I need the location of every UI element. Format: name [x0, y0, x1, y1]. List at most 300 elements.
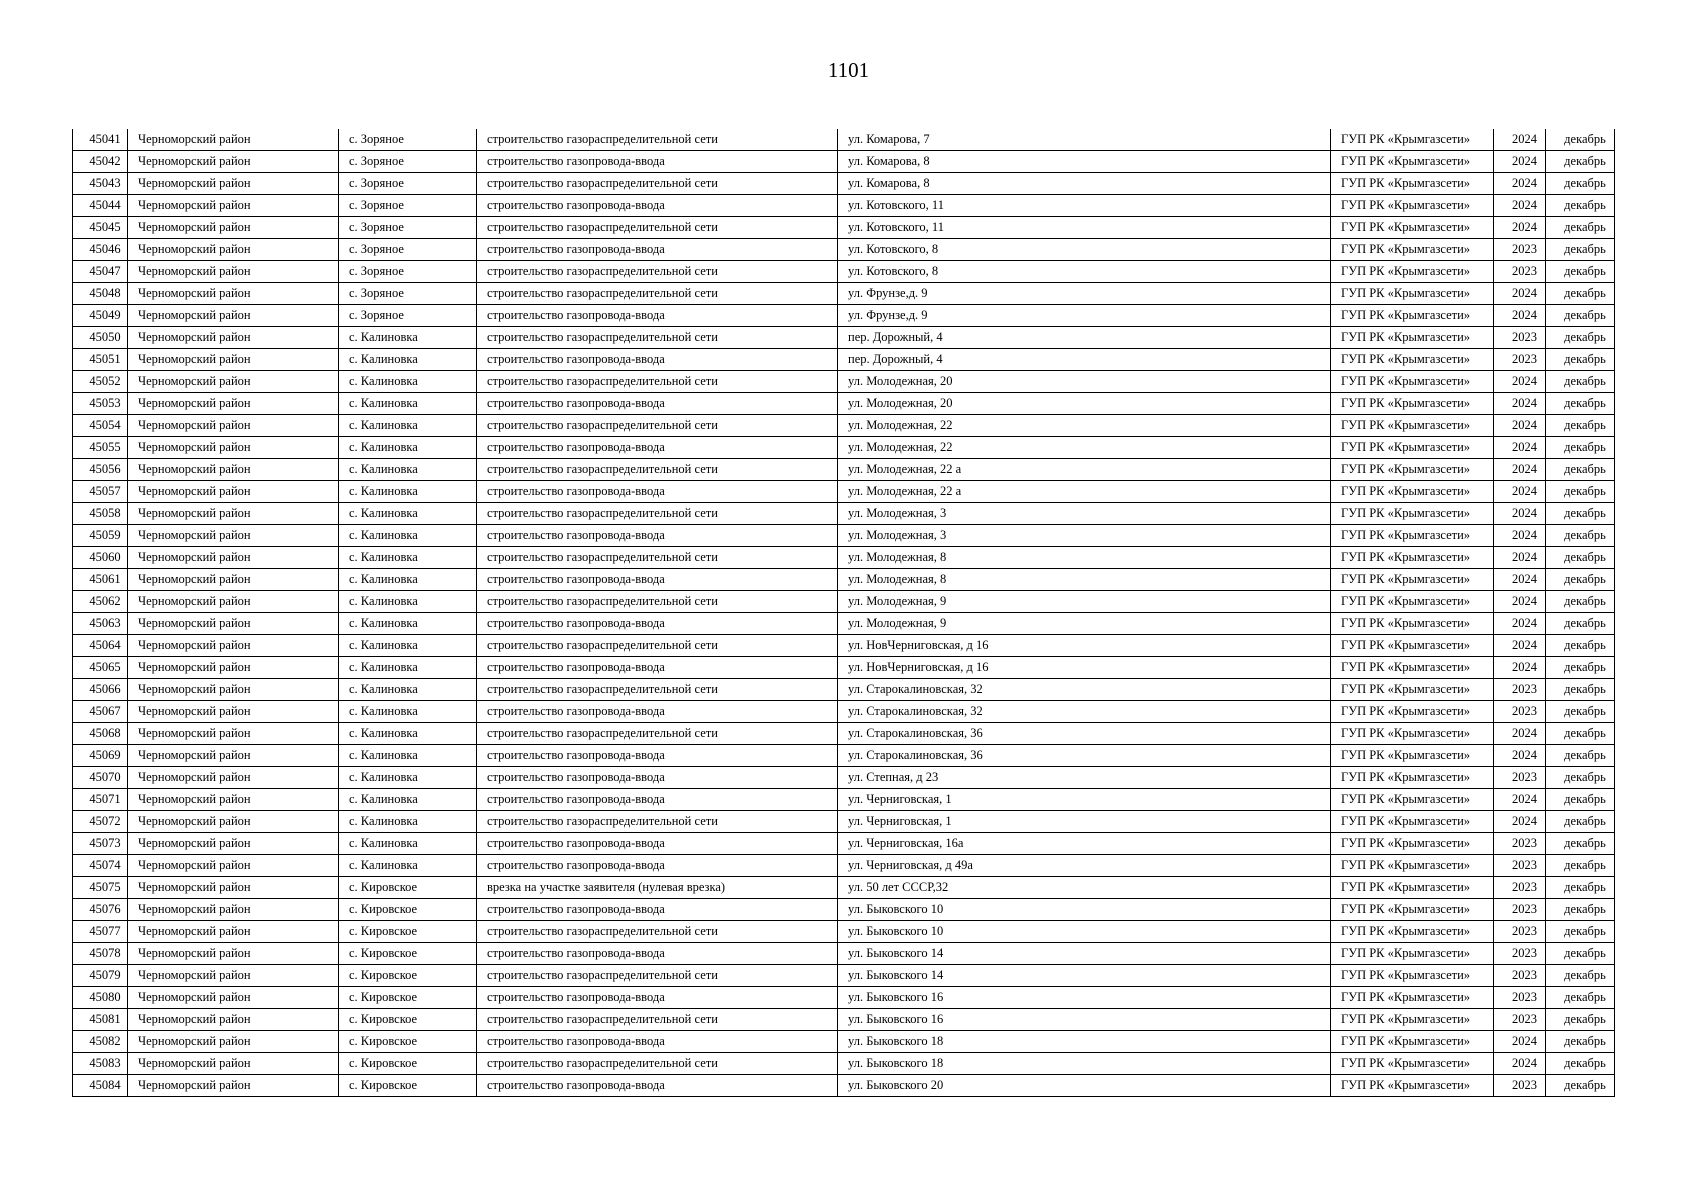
cell-work-type: строительство газопровода-ввода	[477, 305, 838, 327]
cell-year: 2024	[1494, 657, 1546, 679]
cell-work-type: строительство газораспределительной сети	[477, 635, 838, 657]
cell-address: ул. Старокалиновская, 32	[838, 701, 1331, 723]
cell-work-type: строительство газопровода-ввода	[477, 569, 838, 591]
cell-row-number: 45058	[73, 503, 128, 525]
table-row	[73, 459, 1615, 481]
cell-address: ул. Молодежная, 22 а	[838, 459, 1331, 481]
cell-district: Черноморский район	[128, 459, 339, 481]
cell-year: 2024	[1494, 1053, 1546, 1075]
table-row	[73, 393, 1615, 415]
cell-address: ул. Котовского, 11	[838, 195, 1331, 217]
cell-settlement: с. Калиновка	[339, 745, 477, 767]
cell-month: декабрь	[1546, 723, 1615, 745]
cell-row-number: 45070	[73, 767, 128, 789]
cell-month: декабрь	[1546, 437, 1615, 459]
table-row	[73, 943, 1615, 965]
cell-organization: ГУП РК «Крымгазсети»	[1331, 283, 1494, 305]
cell-work-type: строительство газораспределительной сети	[477, 679, 838, 701]
cell-row-number: 45083	[73, 1053, 128, 1075]
cell-work-type: строительство газораспределительной сети	[477, 547, 838, 569]
cell-year: 2023	[1494, 855, 1546, 877]
cell-settlement: с. Кировское	[339, 1009, 477, 1031]
cell-settlement: с. Калиновка	[339, 371, 477, 393]
cell-address: ул. Молодежная, 8	[838, 547, 1331, 569]
cell-work-type: строительство газораспределительной сети	[477, 173, 838, 195]
cell-address: ул. Фрунзе,д. 9	[838, 283, 1331, 305]
table-row	[73, 239, 1615, 261]
cell-settlement: с. Калиновка	[339, 393, 477, 415]
cell-district: Черноморский район	[128, 151, 339, 173]
cell-row-number: 45062	[73, 591, 128, 613]
cell-address: ул. Молодежная, 3	[838, 525, 1331, 547]
cell-work-type: строительство газопровода-ввода	[477, 195, 838, 217]
cell-organization: ГУП РК «Крымгазсети»	[1331, 1009, 1494, 1031]
cell-year: 2023	[1494, 701, 1546, 723]
cell-row-number: 45049	[73, 305, 128, 327]
cell-row-number: 45077	[73, 921, 128, 943]
cell-month: декабрь	[1546, 459, 1615, 481]
cell-settlement: с. Калиновка	[339, 349, 477, 371]
cell-row-number: 45055	[73, 437, 128, 459]
cell-month: декабрь	[1546, 1075, 1615, 1097]
cell-work-type: строительство газораспределительной сети	[477, 591, 838, 613]
cell-month: декабрь	[1546, 679, 1615, 701]
cell-address: ул. Молодежная, 9	[838, 613, 1331, 635]
cell-month: декабрь	[1546, 899, 1615, 921]
cell-row-number: 45078	[73, 943, 128, 965]
table-row	[73, 129, 1615, 151]
cell-year: 2024	[1494, 745, 1546, 767]
cell-district: Черноморский район	[128, 349, 339, 371]
cell-organization: ГУП РК «Крымгазсети»	[1331, 151, 1494, 173]
cell-year: 2024	[1494, 547, 1546, 569]
table-row	[73, 327, 1615, 349]
table-row	[73, 833, 1615, 855]
cell-work-type: строительство газораспределительной сети	[477, 217, 838, 239]
cell-month: декабрь	[1546, 239, 1615, 261]
cell-address: ул. Котовского, 8	[838, 239, 1331, 261]
cell-year: 2023	[1494, 349, 1546, 371]
table-row	[73, 1031, 1615, 1053]
cell-row-number: 45044	[73, 195, 128, 217]
cell-month: декабрь	[1546, 195, 1615, 217]
cell-year: 2024	[1494, 437, 1546, 459]
cell-work-type: строительство газораспределительной сети	[477, 129, 838, 151]
cell-organization: ГУП РК «Крымгазсети»	[1331, 965, 1494, 987]
cell-month: декабрь	[1546, 283, 1615, 305]
cell-address: пер. Дорожный, 4	[838, 349, 1331, 371]
cell-organization: ГУП РК «Крымгазсети»	[1331, 987, 1494, 1009]
cell-settlement: с. Калиновка	[339, 591, 477, 613]
cell-row-number: 45071	[73, 789, 128, 811]
cell-address: ул. Молодежная, 9	[838, 591, 1331, 613]
cell-year: 2024	[1494, 393, 1546, 415]
cell-settlement: с. Калиновка	[339, 855, 477, 877]
cell-organization: ГУП РК «Крымгазсети»	[1331, 547, 1494, 569]
cell-work-type: врезка на участке заявителя (нулевая врезка)	[477, 877, 838, 899]
cell-month: декабрь	[1546, 151, 1615, 173]
table-row	[73, 503, 1615, 525]
cell-district: Черноморский район	[128, 723, 339, 745]
cell-row-number: 45052	[73, 371, 128, 393]
cell-month: декабрь	[1546, 1053, 1615, 1075]
cell-address: ул. Молодежная, 20	[838, 371, 1331, 393]
cell-work-type: строительство газопровода-ввода	[477, 525, 838, 547]
cell-row-number: 45081	[73, 1009, 128, 1031]
cell-settlement: с. Калиновка	[339, 679, 477, 701]
cell-work-type: строительство газопровода-ввода	[477, 767, 838, 789]
cell-settlement: с. Кировское	[339, 965, 477, 987]
cell-settlement: с. Калиновка	[339, 415, 477, 437]
cell-district: Черноморский район	[128, 569, 339, 591]
cell-organization: ГУП РК «Крымгазсети»	[1331, 855, 1494, 877]
cell-district: Черноморский район	[128, 283, 339, 305]
cell-row-number: 45042	[73, 151, 128, 173]
cell-work-type: строительство газопровода-ввода	[477, 481, 838, 503]
cell-organization: ГУП РК «Крымгазсети»	[1331, 635, 1494, 657]
cell-year: 2023	[1494, 767, 1546, 789]
cell-district: Черноморский район	[128, 899, 339, 921]
cell-work-type: строительство газопровода-ввода	[477, 789, 838, 811]
cell-work-type: строительство газопровода-ввода	[477, 1075, 838, 1097]
cell-district: Черноморский район	[128, 437, 339, 459]
cell-row-number: 45048	[73, 283, 128, 305]
cell-organization: ГУП РК «Крымгазсети»	[1331, 877, 1494, 899]
table-row	[73, 415, 1615, 437]
cell-settlement: с. Зоряное	[339, 283, 477, 305]
cell-settlement: с. Калиновка	[339, 789, 477, 811]
cell-organization: ГУП РК «Крымгазсети»	[1331, 393, 1494, 415]
cell-organization: ГУП РК «Крымгазсети»	[1331, 591, 1494, 613]
cell-year: 2024	[1494, 1031, 1546, 1053]
cell-month: декабрь	[1546, 965, 1615, 987]
cell-row-number: 45061	[73, 569, 128, 591]
cell-settlement: с. Зоряное	[339, 129, 477, 151]
cell-address: ул. Быковского 14	[838, 965, 1331, 987]
cell-year: 2023	[1494, 899, 1546, 921]
cell-organization: ГУП РК «Крымгазсети»	[1331, 569, 1494, 591]
cell-year: 2024	[1494, 613, 1546, 635]
cell-month: декабрь	[1546, 569, 1615, 591]
cell-address: ул. Быковского 18	[838, 1053, 1331, 1075]
cell-row-number: 45068	[73, 723, 128, 745]
cell-year: 2024	[1494, 129, 1546, 151]
cell-year: 2023	[1494, 987, 1546, 1009]
cell-month: декабрь	[1546, 327, 1615, 349]
cell-month: декабрь	[1546, 261, 1615, 283]
cell-settlement: с. Калиновка	[339, 657, 477, 679]
cell-organization: ГУП РК «Крымгазсети»	[1331, 371, 1494, 393]
cell-year: 2023	[1494, 1009, 1546, 1031]
cell-row-number: 45079	[73, 965, 128, 987]
cell-address: ул. Молодежная, 22	[838, 415, 1331, 437]
cell-settlement: с. Калиновка	[339, 459, 477, 481]
cell-work-type: строительство газопровода-ввода	[477, 943, 838, 965]
cell-district: Черноморский район	[128, 305, 339, 327]
table-row	[73, 701, 1615, 723]
cell-month: декабрь	[1546, 173, 1615, 195]
table-row	[73, 569, 1615, 591]
cell-organization: ГУП РК «Крымгазсети»	[1331, 437, 1494, 459]
cell-work-type: строительство газопровода-ввода	[477, 613, 838, 635]
cell-month: декабрь	[1546, 877, 1615, 899]
cell-district: Черноморский район	[128, 481, 339, 503]
cell-district: Черноморский район	[128, 635, 339, 657]
cell-district: Черноморский район	[128, 745, 339, 767]
cell-year: 2023	[1494, 239, 1546, 261]
cell-year: 2023	[1494, 679, 1546, 701]
cell-address: ул. Степная, д 23	[838, 767, 1331, 789]
cell-address: ул. Старокалиновская, 36	[838, 745, 1331, 767]
cell-settlement: с. Кировское	[339, 1053, 477, 1075]
cell-settlement: с. Калиновка	[339, 481, 477, 503]
table-row	[73, 877, 1615, 899]
cell-organization: ГУП РК «Крымгазсети»	[1331, 261, 1494, 283]
cell-month: декабрь	[1546, 745, 1615, 767]
cell-address: ул. Комарова, 8	[838, 151, 1331, 173]
cell-year: 2024	[1494, 503, 1546, 525]
table-row	[73, 723, 1615, 745]
cell-row-number: 45050	[73, 327, 128, 349]
table-row	[73, 1009, 1615, 1031]
cell-month: декабрь	[1546, 1031, 1615, 1053]
cell-settlement: с. Калиновка	[339, 811, 477, 833]
cell-year: 2023	[1494, 1075, 1546, 1097]
cell-work-type: строительство газопровода-ввода	[477, 657, 838, 679]
cell-work-type: строительство газопровода-ввода	[477, 855, 838, 877]
cell-month: декабрь	[1546, 525, 1615, 547]
table-row	[73, 657, 1615, 679]
table-row	[73, 811, 1615, 833]
cell-year: 2024	[1494, 811, 1546, 833]
cell-settlement: с. Зоряное	[339, 239, 477, 261]
cell-year: 2024	[1494, 481, 1546, 503]
cell-settlement: с. Калиновка	[339, 833, 477, 855]
table-row	[73, 261, 1615, 283]
cell-work-type: строительство газопровода-ввода	[477, 745, 838, 767]
cell-row-number: 45084	[73, 1075, 128, 1097]
cell-month: декабрь	[1546, 855, 1615, 877]
cell-address: ул. Быковского 10	[838, 921, 1331, 943]
cell-address: ул. Быковского 16	[838, 987, 1331, 1009]
cell-settlement: с. Калиновка	[339, 525, 477, 547]
cell-organization: ГУП РК «Крымгазсети»	[1331, 415, 1494, 437]
table-row	[73, 767, 1615, 789]
cell-row-number: 45047	[73, 261, 128, 283]
cell-settlement: с. Кировское	[339, 921, 477, 943]
cell-address: пер. Дорожный, 4	[838, 327, 1331, 349]
cell-row-number: 45053	[73, 393, 128, 415]
cell-work-type: строительство газопровода-ввода	[477, 239, 838, 261]
cell-work-type: строительство газораспределительной сети	[477, 1053, 838, 1075]
cell-month: декабрь	[1546, 349, 1615, 371]
table-row	[73, 305, 1615, 327]
cell-year: 2023	[1494, 877, 1546, 899]
cell-month: декабрь	[1546, 129, 1615, 151]
table-row	[73, 1075, 1615, 1097]
cell-month: декабрь	[1546, 921, 1615, 943]
cell-row-number: 45059	[73, 525, 128, 547]
cell-address: ул. Быковского 14	[838, 943, 1331, 965]
cell-row-number: 45073	[73, 833, 128, 855]
cell-organization: ГУП РК «Крымгазсети»	[1331, 1075, 1494, 1097]
table-row	[73, 173, 1615, 195]
cell-address: ул. Черниговская, д 49а	[838, 855, 1331, 877]
cell-organization: ГУП РК «Крымгазсети»	[1331, 349, 1494, 371]
cell-year: 2024	[1494, 195, 1546, 217]
cell-district: Черноморский район	[128, 503, 339, 525]
cell-organization: ГУП РК «Крымгазсети»	[1331, 613, 1494, 635]
cell-organization: ГУП РК «Крымгазсети»	[1331, 657, 1494, 679]
cell-organization: ГУП РК «Крымгазсети»	[1331, 217, 1494, 239]
cell-month: декабрь	[1546, 503, 1615, 525]
cell-month: декабрь	[1546, 635, 1615, 657]
cell-address: ул. 50 лет СССР,32	[838, 877, 1331, 899]
table-row	[73, 151, 1615, 173]
cell-settlement: с. Калиновка	[339, 569, 477, 591]
cell-month: декабрь	[1546, 833, 1615, 855]
cell-year: 2024	[1494, 569, 1546, 591]
cell-settlement: с. Зоряное	[339, 173, 477, 195]
cell-organization: ГУП РК «Крымгазсети»	[1331, 745, 1494, 767]
cell-work-type: строительство газораспределительной сети	[477, 327, 838, 349]
cell-work-type: строительство газораспределительной сети	[477, 283, 838, 305]
cell-district: Черноморский район	[128, 1053, 339, 1075]
table-row	[73, 371, 1615, 393]
cell-address: ул. Быковского 16	[838, 1009, 1331, 1031]
cell-address: ул. Черниговская, 1	[838, 811, 1331, 833]
cell-organization: ГУП РК «Крымгазсети»	[1331, 481, 1494, 503]
cell-organization: ГУП РК «Крымгазсети»	[1331, 723, 1494, 745]
cell-organization: ГУП РК «Крымгазсети»	[1331, 811, 1494, 833]
cell-year: 2024	[1494, 789, 1546, 811]
cell-year: 2024	[1494, 305, 1546, 327]
cell-year: 2024	[1494, 173, 1546, 195]
cell-settlement: с. Калиновка	[339, 437, 477, 459]
cell-settlement: с. Зоряное	[339, 151, 477, 173]
cell-row-number: 45046	[73, 239, 128, 261]
cell-work-type: строительство газораспределительной сети	[477, 723, 838, 745]
cell-address: ул. Молодежная, 3	[838, 503, 1331, 525]
table-row	[73, 921, 1615, 943]
cell-work-type: строительство газопровода-ввода	[477, 987, 838, 1009]
cell-address: ул. Молодежная, 22	[838, 437, 1331, 459]
cell-address: ул. Котовского, 8	[838, 261, 1331, 283]
cell-work-type: строительство газопровода-ввода	[477, 701, 838, 723]
cell-row-number: 45051	[73, 349, 128, 371]
cell-district: Черноморский район	[128, 1075, 339, 1097]
cell-district: Черноморский район	[128, 371, 339, 393]
cell-district: Черноморский район	[128, 547, 339, 569]
cell-row-number: 45060	[73, 547, 128, 569]
table-row	[73, 547, 1615, 569]
cell-address: ул. Комарова, 7	[838, 129, 1331, 151]
cell-work-type: строительство газораспределительной сети	[477, 415, 838, 437]
cell-organization: ГУП РК «Крымгазсети»	[1331, 921, 1494, 943]
cell-year: 2024	[1494, 525, 1546, 547]
cell-row-number: 45065	[73, 657, 128, 679]
cell-row-number: 45064	[73, 635, 128, 657]
cell-row-number: 45043	[73, 173, 128, 195]
cell-district: Черноморский район	[128, 767, 339, 789]
cell-work-type: строительство газораспределительной сети	[477, 811, 838, 833]
cell-organization: ГУП РК «Крымгазсети»	[1331, 327, 1494, 349]
cell-organization: ГУП РК «Крымгазсети»	[1331, 195, 1494, 217]
cell-year: 2023	[1494, 327, 1546, 349]
cell-district: Черноморский район	[128, 921, 339, 943]
cell-organization: ГУП РК «Крымгазсети»	[1331, 679, 1494, 701]
cell-district: Черноморский район	[128, 679, 339, 701]
registry-rows	[73, 129, 1615, 1097]
cell-district: Черноморский район	[128, 393, 339, 415]
cell-organization: ГУП РК «Крымгазсети»	[1331, 767, 1494, 789]
cell-district: Черноморский район	[128, 195, 339, 217]
cell-work-type: строительство газораспределительной сети	[477, 921, 838, 943]
cell-address: ул. Черниговская, 1	[838, 789, 1331, 811]
cell-district: Черноморский район	[128, 613, 339, 635]
cell-row-number: 45041	[73, 129, 128, 151]
cell-row-number: 45066	[73, 679, 128, 701]
cell-row-number: 45075	[73, 877, 128, 899]
table-row	[73, 613, 1615, 635]
cell-address: ул. Старокалиновская, 32	[838, 679, 1331, 701]
cell-month: декабрь	[1546, 481, 1615, 503]
cell-organization: ГУП РК «Крымгазсети»	[1331, 305, 1494, 327]
cell-district: Черноморский район	[128, 987, 339, 1009]
cell-district: Черноморский район	[128, 833, 339, 855]
cell-address: ул. Фрунзе,д. 9	[838, 305, 1331, 327]
cell-month: декабрь	[1546, 591, 1615, 613]
table-row	[73, 899, 1615, 921]
cell-settlement: с. Кировское	[339, 877, 477, 899]
cell-month: декабрь	[1546, 371, 1615, 393]
cell-organization: ГУП РК «Крымгазсети»	[1331, 459, 1494, 481]
cell-district: Черноморский район	[128, 415, 339, 437]
cell-address: ул. Молодежная, 8	[838, 569, 1331, 591]
cell-row-number: 45063	[73, 613, 128, 635]
table-row	[73, 481, 1615, 503]
cell-address: ул. Котовского, 11	[838, 217, 1331, 239]
cell-work-type: строительство газопровода-ввода	[477, 899, 838, 921]
cell-district: Черноморский район	[128, 591, 339, 613]
registry-table	[72, 129, 1615, 1097]
cell-row-number: 45080	[73, 987, 128, 1009]
cell-organization: ГУП РК «Крымгазсети»	[1331, 503, 1494, 525]
cell-district: Черноморский район	[128, 261, 339, 283]
cell-district: Черноморский район	[128, 217, 339, 239]
table-row	[73, 635, 1615, 657]
cell-month: декабрь	[1546, 547, 1615, 569]
cell-work-type: строительство газопровода-ввода	[477, 393, 838, 415]
cell-work-type: строительство газораспределительной сети	[477, 503, 838, 525]
table-row	[73, 525, 1615, 547]
cell-settlement: с. Кировское	[339, 943, 477, 965]
cell-settlement: с. Кировское	[339, 899, 477, 921]
cell-settlement: с. Калиновка	[339, 723, 477, 745]
cell-month: декабрь	[1546, 943, 1615, 965]
cell-year: 2024	[1494, 217, 1546, 239]
cell-settlement: с. Калиновка	[339, 767, 477, 789]
table-row	[73, 591, 1615, 613]
table-row	[73, 195, 1615, 217]
cell-settlement: с. Кировское	[339, 1031, 477, 1053]
cell-settlement: с. Калиновка	[339, 327, 477, 349]
cell-row-number: 45072	[73, 811, 128, 833]
cell-address: ул. Быковского 20	[838, 1075, 1331, 1097]
cell-district: Черноморский район	[128, 1009, 339, 1031]
cell-district: Черноморский район	[128, 525, 339, 547]
cell-year: 2024	[1494, 459, 1546, 481]
